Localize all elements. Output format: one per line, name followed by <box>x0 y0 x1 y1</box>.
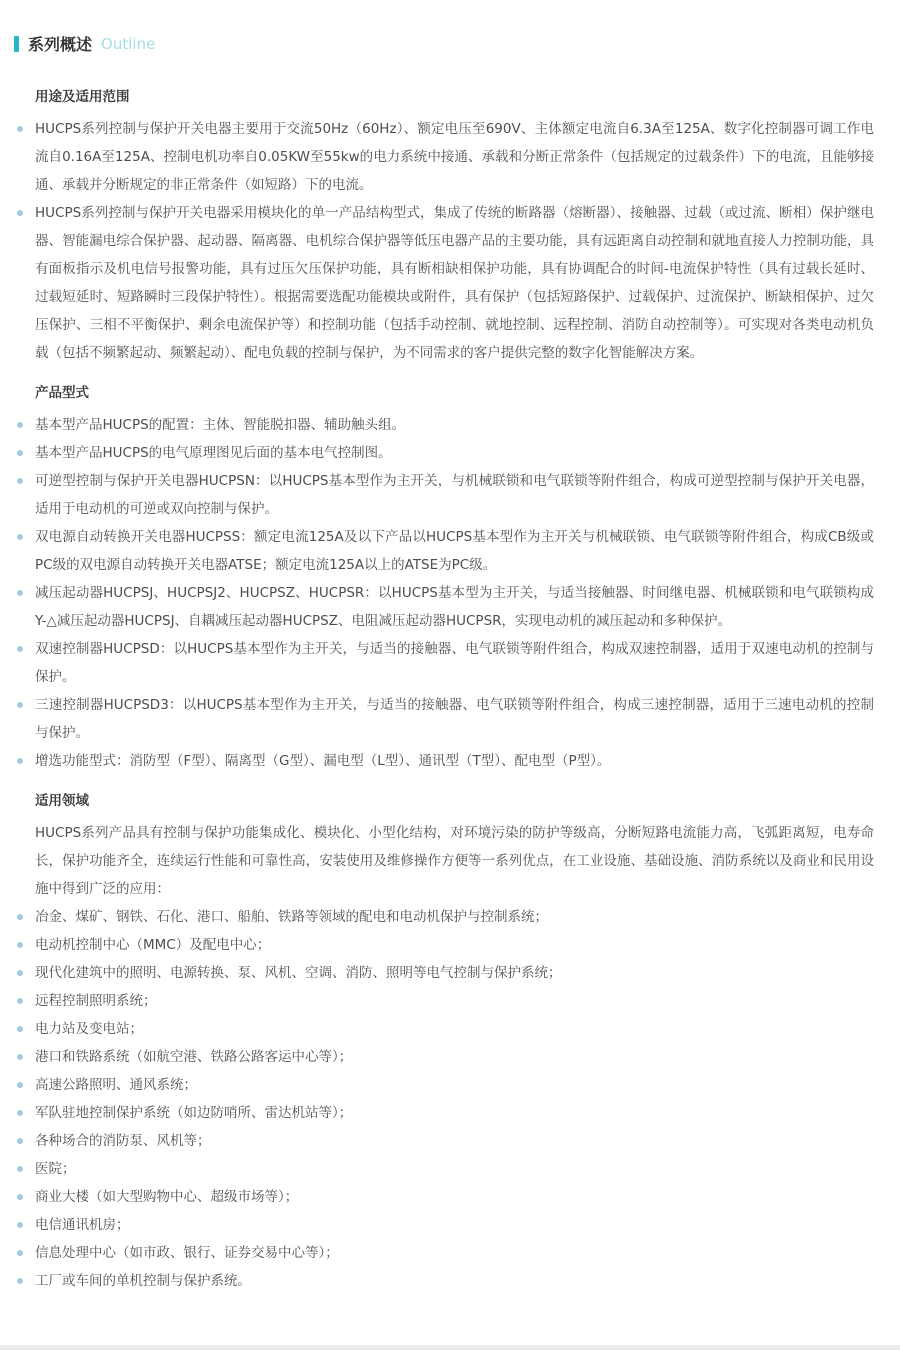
list-item-text: 现代化建筑中的照明、电源转换、泵、风机、空调、消防、照明等电气控制与保护系统； <box>35 965 562 981</box>
list-item-text: 三速控制器HUCPSD3：以HUCPS基本型作为主开关，与适当的接触器、电气联锁等附件组合，构成三速控制器，适用于三速电动机的控制与保护。 <box>35 697 874 741</box>
list-item <box>14 439 874 467</box>
bullet-icon <box>17 1054 23 1060</box>
bullet-icon <box>17 1250 23 1256</box>
bullet-icon <box>17 1082 23 1088</box>
list-item <box>14 579 874 635</box>
series-overview-header <box>14 32 874 55</box>
list-item <box>14 411 874 439</box>
list-item-text: 基本型产品HUCPS的电气原理图见后面的基本电气控制图。 <box>35 445 392 461</box>
page-subtitle: Outline <box>101 34 156 53</box>
section-product-types <box>14 379 874 775</box>
heading-product-types: 产品型式 <box>35 385 89 401</box>
list-item-text: 电力站及变电站； <box>35 1021 143 1037</box>
list-item-text: 双电源自动转换开关电器HUCPSS：额定电流125A及以下产品以HUCPS基本型作为主开关与机械联锁、电气联锁等附件组合，构成CB级或PC级的双电源自动转换开关电器ATSE；额定电流125A以上的ATSE为PC级。 <box>35 529 874 573</box>
list-item-text: HUCPS系列控制与保护开关电器采用模块化的单一产品结构型式，集成了传统的断路器（熔断器）、接触器、过载（或过流、断相）保护继电器、智能漏电综合保护器、起动器、隔离器、电机综合保护器等低压电器产品的主要功能，具有远距离自动控制和就地直接人力控制功能，具有面板指示及机电信号报警功能，具有过压欠压保护功能，具有断相缺相保护功能，具有协调配合的时间-电流保护特性（具有过载长延时、过载短延时、短路瞬时三段保护特性）。根据需要选配功能模块或附件，具有保护（包括短路保护、过载保护、过流保护、断缺相保护、过欠压保护、三相不平衡保护、剩余电流保护等）和控制功能（包括手动控制、就地控制、远程控制、消防自动控制等）。可实现对各类电动机负载（包括不频繁起动、频繁起动）、配电负载的控制与保护，为不同需求的客户提供完整的数字化智能解决方案。 <box>35 205 874 361</box>
bullet-icon <box>17 942 23 948</box>
list-item <box>14 1127 874 1155</box>
list-item-text: 可逆型控制与保护开关电器HUCPSN：以HUCPS基本型作为主开关，与机械联锁和电气联锁等附件组合，构成可逆型控制与保护开关电器，适用于电动机的可逆或双向控制与保护。 <box>35 473 874 517</box>
bullet-icon <box>17 590 23 596</box>
heading-application-fields: 适用领域 <box>35 793 89 809</box>
bullet-icon <box>17 970 23 976</box>
list-item <box>14 1267 874 1295</box>
list-item-text: 高速公路照明、通风系统； <box>35 1077 197 1093</box>
list-item <box>14 467 874 523</box>
bullet-icon <box>17 1194 23 1200</box>
list-item-text: 军队驻地控制保护系统（如边防哨所、雷达机站等）； <box>35 1105 353 1121</box>
list-item-text: 增选功能型式：消防型（F型）、隔离型（G型）、漏电型（L型）、通讯型（T型）、配电型（P型）。 <box>35 753 611 769</box>
bullet-icon <box>17 1110 23 1116</box>
list-item-text: 电动机控制中心（MMC）及配电中心； <box>35 937 271 953</box>
bullet-icon <box>17 1166 23 1172</box>
list-item-text: HUCPS系列控制与保护开关电器主要用于交流50Hz（60Hz）、额定电压至690V、主体额定电流自6.3A至125A、数字化控制器可调工作电流自0.16A至125A、控制电机功率自0.05KW至55kw的电力系统中接通、承载和分断正常条件（包括规定的过载条件）下的电流，且能够接通、承载并分断规定的非正常条件（如短路）下的电流。 <box>35 121 874 193</box>
bullet-icon <box>17 534 23 540</box>
list-item <box>14 691 874 747</box>
usage-list <box>14 115 874 367</box>
bullet-icon <box>17 1278 23 1284</box>
bullet-icon <box>17 998 23 1004</box>
accent-bar-icon <box>14 36 19 52</box>
section-application-fields <box>14 787 874 1295</box>
bullet-icon <box>17 478 23 484</box>
list-item <box>14 903 874 931</box>
bullet-icon <box>17 646 23 652</box>
list-item <box>14 959 874 987</box>
section-usage <box>14 83 874 367</box>
list-item-text: 远程控制照明系统； <box>35 993 157 1009</box>
list-item-text: 双速控制器HUCPSD：以HUCPS基本型作为主开关，与适当的接触器、电气联锁等附件组合，构成双速控制器，适用于双速电动机的控制与保护。 <box>35 641 874 685</box>
application-fields-list <box>14 903 874 1295</box>
list-item <box>14 1015 874 1043</box>
heading-usage-scope: 用途及适用范围 <box>35 89 130 105</box>
application-intro-paragraph: HUCPS系列产品具有控制与保护功能集成化、模块化、小型化结构，对环境污染的防护等级高，分断短路电流能力高，飞弧距离短，电寿命长，保护功能齐全，连续运行性能和可靠性高，安装使用及维修操作方便等一系列优点，在工业设施、基础设施、消防系统以及商业和民用设施中得到广泛的应用： <box>35 825 874 897</box>
bullet-icon <box>17 126 23 132</box>
list-item-text: 减压起动器HUCPSJ、HUCPSJ2、HUCPSZ、HUCPSR：以HUCPS基本型为主开关，与适当接触器、时间继电器、机械联锁和电气联锁构成Y-△减压起动器HUCPSJ、自耦减压起动器HUCPSZ、电阻减压起动器HUCPSR，实现电动机的减压起动和多种保护。 <box>35 585 874 629</box>
list-item <box>14 635 874 691</box>
list-item <box>14 1183 874 1211</box>
list-item-text: 港口和铁路系统（如航空港、铁路公路客运中心等）； <box>35 1049 353 1065</box>
list-item <box>14 1211 874 1239</box>
bullet-icon <box>17 450 23 456</box>
list-item <box>14 115 874 199</box>
list-item-text: 各种场合的消防泵、风机等； <box>35 1133 211 1149</box>
list-item <box>14 1099 874 1127</box>
list-item <box>14 931 874 959</box>
page-title: 系列概述 <box>28 35 93 54</box>
list-item-text: 工厂或车间的单机控制与保护系统。 <box>35 1273 251 1289</box>
list-item <box>14 747 874 775</box>
list-item <box>14 987 874 1015</box>
list-item-text: 商业大楼（如大型购物中心、超级市场等）； <box>35 1189 299 1205</box>
bullet-icon <box>17 914 23 920</box>
page-bottom-edge <box>0 1345 900 1350</box>
list-item <box>14 1239 874 1267</box>
list-item-text: 电信通讯机房； <box>35 1217 130 1233</box>
list-item <box>14 1155 874 1183</box>
list-item <box>14 1071 874 1099</box>
product-types-list <box>14 411 874 775</box>
list-item <box>14 523 874 579</box>
bullet-icon <box>17 1138 23 1144</box>
list-item <box>14 1043 874 1071</box>
bullet-icon <box>17 422 23 428</box>
bullet-icon <box>17 758 23 764</box>
bullet-icon <box>17 702 23 708</box>
list-item <box>14 199 874 367</box>
bullet-icon <box>17 1222 23 1228</box>
list-item-text: 冶金、煤矿、钢铁、石化、港口、船舶、铁路等领域的配电和电动机保护与控制系统； <box>35 909 548 925</box>
list-item-text: 医院； <box>35 1161 76 1177</box>
bullet-icon <box>17 210 23 216</box>
bullet-icon <box>17 1026 23 1032</box>
list-item-text: 基本型产品HUCPS的配置：主体、智能脱扣器、辅助触头组。 <box>35 417 406 433</box>
list-item-text: 信息处理中心（如市政、银行、证券交易中心等）； <box>35 1245 339 1261</box>
